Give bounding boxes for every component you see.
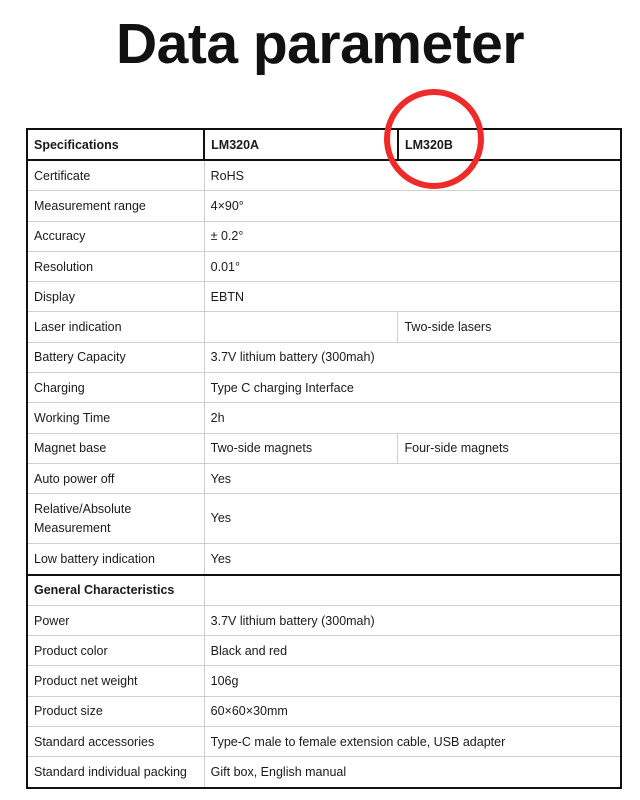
- row-value: Yes: [204, 544, 621, 575]
- row-value-model-a: Two-side magnets: [204, 433, 398, 463]
- table-row: [27, 403, 621, 433]
- row-value-model-a: [204, 312, 398, 342]
- row-label: Relative/Absolute Measurement: [27, 494, 204, 544]
- header-model-b: LM320B: [398, 129, 621, 160]
- header-specifications: Specifications: [27, 129, 204, 160]
- row-value: Black and red: [204, 636, 621, 666]
- row-value-model-b: Four-side magnets: [398, 433, 621, 463]
- row-value: Type C charging Interface: [204, 373, 621, 403]
- row-label: Display: [27, 282, 204, 312]
- row-label: Power: [27, 605, 204, 635]
- section-heading: General Characteristics: [27, 575, 204, 606]
- row-label: Battery Capacity: [27, 342, 204, 372]
- row-value: 0.01°: [204, 251, 621, 281]
- row-value: RoHS: [204, 160, 621, 191]
- row-label: Product size: [27, 696, 204, 726]
- row-label: Product net weight: [27, 666, 204, 696]
- row-label: Product color: [27, 636, 204, 666]
- table-row: [27, 666, 621, 696]
- row-label: Charging: [27, 373, 204, 403]
- row-label: Certificate: [27, 160, 204, 191]
- table-row: [27, 544, 621, 575]
- table-row: [27, 696, 621, 726]
- table-row: [27, 342, 621, 372]
- table-row: [27, 160, 621, 191]
- row-label: Laser indication: [27, 312, 204, 342]
- header-model-a: LM320A: [204, 129, 398, 160]
- row-value: 106g: [204, 666, 621, 696]
- table-row: [27, 191, 621, 221]
- table-row: [27, 636, 621, 666]
- table-row: [27, 727, 621, 757]
- table-row: [27, 373, 621, 403]
- row-label: Magnet base: [27, 433, 204, 463]
- row-value: Yes: [204, 463, 621, 493]
- table-row: [27, 221, 621, 251]
- row-label: Accuracy: [27, 221, 204, 251]
- row-label: Auto power off: [27, 463, 204, 493]
- row-label: Standard individual packing: [27, 757, 204, 788]
- spec-table: [26, 128, 622, 789]
- row-label: Low battery indication: [27, 544, 204, 575]
- table-row: [27, 312, 621, 342]
- row-value: Type-C male to female extension cable, USB adapter: [204, 727, 621, 757]
- table-row: [27, 494, 621, 544]
- table-row: [27, 605, 621, 635]
- page-title: Data parameter: [115, 12, 525, 76]
- row-label: Working Time: [27, 403, 204, 433]
- row-value: 2h: [204, 403, 621, 433]
- row-value: Yes: [204, 494, 621, 544]
- row-value: 4×90°: [204, 191, 621, 221]
- row-value: 60×60×30mm: [204, 696, 621, 726]
- table-row: [27, 282, 621, 312]
- table-row: [27, 433, 621, 463]
- row-label: Measurement range: [27, 191, 204, 221]
- table-row: [27, 251, 621, 281]
- row-value: 3.7V lithium battery (300mah): [204, 342, 621, 372]
- row-value: ± 0.2°: [204, 221, 621, 251]
- table-header-row: [27, 129, 621, 160]
- table-row: [27, 463, 621, 493]
- row-label: Resolution: [27, 251, 204, 281]
- table-row: [27, 757, 621, 788]
- row-value: EBTN: [204, 282, 621, 312]
- row-value: 3.7V lithium battery (300mah): [204, 605, 621, 635]
- section-header-row: [27, 575, 621, 606]
- row-value: Gift box, English manual: [204, 757, 621, 788]
- highlight-circle: [384, 89, 484, 189]
- row-label: Standard accessories: [27, 727, 204, 757]
- section-heading-empty: [204, 575, 621, 606]
- row-value-model-b: Two-side lasers: [398, 312, 621, 342]
